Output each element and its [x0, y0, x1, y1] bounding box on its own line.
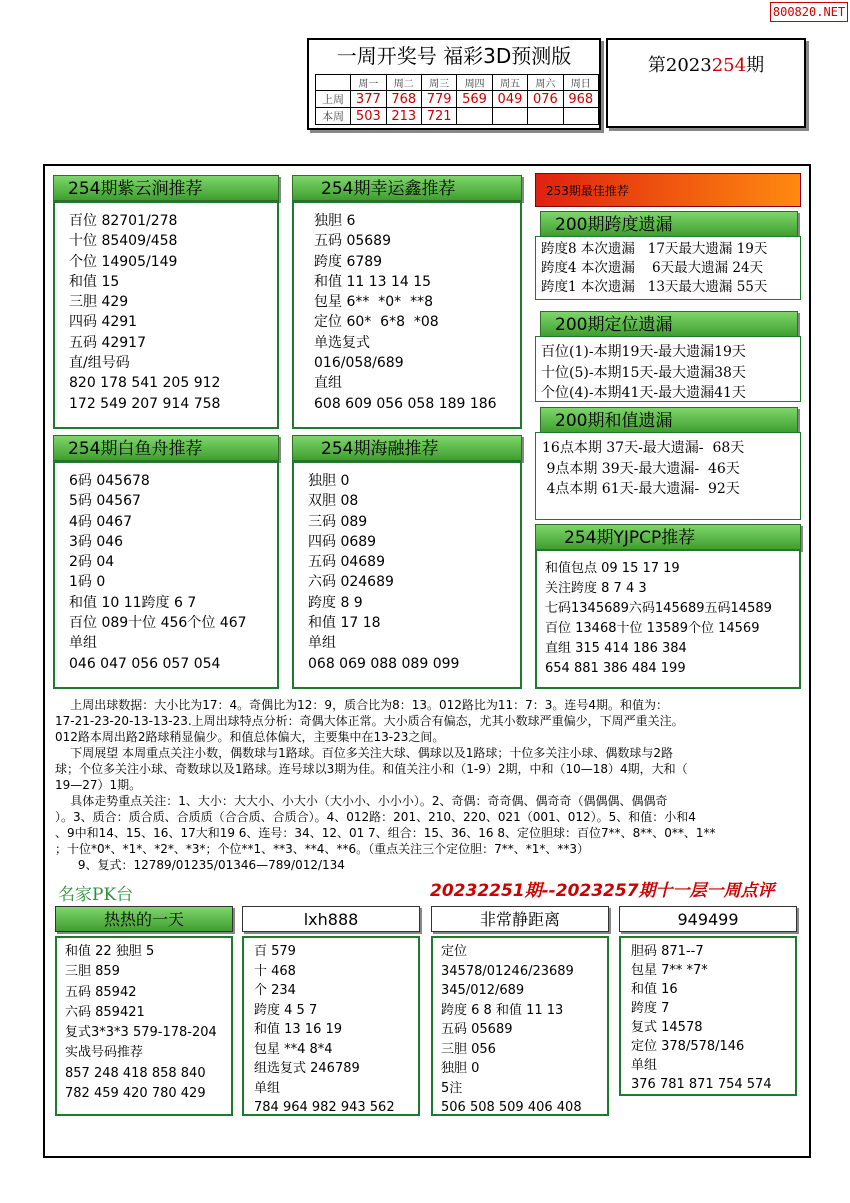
text-line: 定位	[441, 944, 468, 959]
text-line: 四码 4291	[69, 314, 138, 331]
recommend-box-zyj	[53, 201, 279, 429]
weekly-draw-panel	[307, 38, 601, 130]
box-lines	[294, 203, 520, 414]
text-line: 下周展望 本周重点关注小数，偶数球与1路球。百位多关注大球、偶球以及1路球；十位多关注小球、偶数球与2路	[55, 746, 673, 760]
draw-number: 377	[351, 91, 386, 108]
text-line: 046 047 056 057 054	[69, 655, 221, 672]
text-line: 百位 13468十位 13589个位 14569	[545, 621, 760, 636]
hz-box	[535, 432, 801, 520]
draw-number: 076	[528, 91, 563, 108]
text-line: 和值 11 13 14 15	[314, 273, 432, 290]
draw-number: 968	[563, 91, 598, 108]
draw-number: 721	[421, 108, 456, 125]
text-line: 和值 10 11跨度 6 7	[69, 594, 197, 611]
text-line: 和值 13 16 19	[254, 1022, 343, 1037]
draw-number	[563, 108, 598, 125]
expert-box	[619, 936, 797, 1096]
text-line: 复式 14578	[631, 1020, 703, 1035]
box-lines	[294, 463, 520, 674]
text-line: 百位 82701/278	[69, 213, 178, 229]
text-line: 五码 85942	[65, 984, 137, 1000]
expert-box	[55, 936, 233, 1116]
text-line: 跨度4 本次遗漏 6天最大遗漏 24天	[541, 260, 764, 276]
text-line: 4点本期 61天-最大遗漏- 92天	[542, 481, 740, 497]
text-line: 9点本期 39天-最大遗漏- 46天	[542, 460, 740, 477]
text-line: 19—27）1期。	[55, 778, 142, 792]
text-line: 十位 85409/458	[69, 233, 178, 250]
kd-title: 200期跨度遗漏	[540, 211, 798, 237]
text-line: 和值 17 18	[308, 615, 381, 632]
recommend-box-xyx	[292, 201, 522, 429]
text-line: 4码 0467	[69, 513, 132, 530]
panel-title: 一周开奖号 福彩3D预测版	[336, 44, 572, 68]
text-line: 9、复式：12789/01235/01346—789/012/134	[55, 858, 345, 872]
draw-number	[457, 108, 492, 125]
text-line: 单组	[254, 1080, 281, 1096]
text-line: 五码 05689	[314, 233, 391, 250]
text-line: 关注跨度 8 7 4 3	[545, 581, 647, 596]
expert-title: lxh888	[242, 906, 420, 932]
text-line: 三胆 429	[69, 294, 129, 311]
text-line: 17-21-23-20-13-13-23.上周出球特点分析：奇偶大体正常。大小质合有偏态，尤其小数球严重偏少，下周严重关注。	[55, 714, 684, 728]
weekly-draw-table	[315, 74, 599, 125]
text-line: 直/组号码	[69, 355, 130, 372]
text-line: 百位(1)-本期19天-最大遗漏19天	[541, 344, 746, 360]
text-line: 820 178 541 205 912	[69, 375, 221, 392]
expert-title: 949499	[619, 906, 797, 932]
text-line: 百位 089十位 456个位 467	[69, 615, 247, 632]
draw-number: 569	[457, 91, 492, 108]
text-line: 三胆 056	[441, 1041, 496, 1057]
recommend-box-hr	[292, 461, 522, 689]
text-line: 012路本周出路2路球稍显偏少。和值总体偏大，主要集中在13-23之间。	[55, 730, 445, 744]
text-line: 068 069 088 089 099	[308, 655, 460, 672]
day-header: 周三	[421, 75, 456, 91]
text-line: 和值包点 09 15 17 19	[545, 561, 680, 576]
text-line: 跨度 6789	[314, 253, 383, 270]
text-line: 跨度 6 8 和值 11 13	[441, 1002, 564, 1018]
expert-title: 热热的一天	[55, 906, 233, 932]
last-week-label: 上周	[316, 91, 351, 108]
text-line: 16点本期 37天-最大遗漏- 68天	[542, 440, 745, 456]
text-line: 具体走势重点关注：1、大小：大大小、小大小（大小小、小小小）。2、奇偶：奇奇偶、偶奇奇（偶偶偶、偶偶奇	[55, 794, 668, 808]
expert-box	[242, 936, 420, 1116]
text-line: 376 781 871 754 574	[631, 1077, 772, 1092]
text-line: 782 459 420 780 429	[65, 1086, 206, 1102]
text-line: 复式3*3*3 579-178-204	[65, 1025, 217, 1041]
recommend-box-yjpcp	[535, 549, 801, 689]
text-line: 单组	[308, 635, 336, 652]
site-watermark: 800820.NET	[770, 2, 848, 22]
draw-number: 049	[492, 91, 527, 108]
text-line: 十 468	[254, 963, 296, 979]
text-line: 包星 6** *0* **8	[314, 294, 433, 311]
box-title: 254期YJPCP推荐	[535, 524, 801, 550]
pk-title: 名家PK台	[58, 885, 134, 905]
text-line: 6码 045678	[69, 473, 150, 489]
text-line: 3码 046	[69, 533, 124, 550]
text-line: 双胆 08	[308, 493, 359, 510]
day-header: 周四	[457, 75, 492, 91]
text-line: 跨度8 本次遗漏 17天最大遗漏 19天	[541, 241, 768, 257]
text-line: 、9中和14、15、16、17大和19 6、连号：34、12、01 7、组合：15、36、16 8、定位胆球：百位7**、8**、0**、1**	[55, 826, 716, 840]
text-line: 六码 024689	[308, 574, 394, 591]
this-week-label: 本周	[316, 108, 351, 125]
box-title: 254期幸运鑫推荐	[292, 175, 522, 201]
text-line: 5注	[441, 1080, 463, 1096]
text-line: 三胆 859	[65, 964, 120, 980]
text-line: 1码 0	[69, 574, 106, 591]
recommend-box-byz	[53, 461, 279, 689]
text-line: 组选复式 246789	[254, 1061, 360, 1076]
dw-box	[535, 336, 801, 402]
text-line: 5码 04567	[69, 493, 141, 510]
period-number: 第2023254期	[606, 38, 806, 128]
box-lines	[55, 463, 277, 674]
text-line: 和值 15	[69, 273, 120, 290]
text-line: 和值 22 独胆 5	[65, 944, 155, 959]
text-line: 五码 04689	[308, 554, 385, 571]
hz-title: 200期和值遗漏	[540, 407, 798, 433]
text-line: 独胆 6	[314, 213, 356, 229]
text-line: 四码 0689	[308, 533, 377, 550]
text-line: 016/058/689	[314, 355, 404, 372]
draw-number	[528, 108, 563, 125]
kd-box	[535, 236, 801, 300]
text-line: 506 508 509 406 408	[441, 1100, 582, 1115]
text-line: 定位 378/578/146	[631, 1039, 745, 1054]
text-line: 个位 14905/149	[69, 253, 178, 270]
draw-number: 779	[421, 91, 456, 108]
text-line: 三码 089	[308, 513, 368, 530]
day-header: 周二	[386, 75, 421, 91]
day-header: 周日	[563, 75, 598, 91]
text-line: ；十位*0*、*1*、*2*、*3*；个位**1、**3、**4、**6。（重点关注三个定位胆：7**、*1*、**3）	[55, 842, 589, 856]
box-title: 254期紫云涧推荐	[53, 175, 279, 201]
text-line: 独胆 0	[441, 1061, 480, 1076]
text-line: 跨度1 本次遗漏 13天最大遗漏 55天	[541, 279, 768, 295]
analysis-text	[55, 697, 795, 873]
day-header: 周一	[351, 75, 386, 91]
text-line: 个位(4)-本期41天-最大遗漏41天	[541, 385, 746, 401]
text-line: 实战号码推荐	[65, 1045, 144, 1061]
text-line: 654 881 386 484 199	[545, 661, 686, 676]
text-line: 十位(5)-本期15天-最大遗漏38天	[541, 364, 746, 381]
day-header: 周五	[492, 75, 527, 91]
text-line: 单组	[631, 1058, 658, 1073]
text-line: 五码 05689	[441, 1022, 513, 1037]
day-header: 周六	[528, 75, 563, 91]
text-line: 34578/01246/23689	[441, 963, 574, 979]
draw-number: 768	[386, 91, 421, 108]
text-line: 直组 315 414 186 384	[545, 641, 687, 656]
text-line: 跨度 4 5 7	[254, 1002, 318, 1018]
text-line: 172 549 207 914 758	[69, 395, 221, 412]
text-line: 定位 60* 6*8 *08	[314, 314, 439, 331]
text-line: 个 234	[254, 983, 296, 998]
box-title: 254期白鱼舟推荐	[53, 435, 279, 461]
text-line: 独胆 0	[308, 473, 350, 489]
draw-number	[492, 108, 527, 125]
text-line: 345/012/689	[441, 983, 525, 998]
draw-number: 503	[351, 108, 386, 125]
pk-note: 20232251期--2023257期十一层一周点评	[430, 881, 775, 901]
text-line: 五码 42917	[69, 334, 146, 351]
box-title: 254期海融推荐	[292, 435, 522, 461]
dw-title: 200期定位遗漏	[540, 311, 798, 337]
expert-title: 非常静距离	[431, 906, 609, 932]
text-line: 六码 859421	[65, 1004, 145, 1020]
text-line: 跨度 8 9	[308, 594, 363, 611]
text-line: 包星 7** *7*	[631, 963, 708, 978]
text-line: 百 579	[254, 944, 296, 959]
text-line: 七码1345689六码145689五码14589	[545, 601, 772, 616]
text-line: 跨度 7	[631, 1001, 670, 1016]
text-line: 包星 **4 8*4	[254, 1041, 333, 1057]
text-line: 608 609 056 058 189 186	[314, 395, 497, 412]
text-line: 直组	[314, 375, 342, 392]
text-line: 784 964 982 943 562	[254, 1100, 395, 1115]
text-line: 单组	[69, 635, 97, 652]
text-line: 和值 16	[631, 982, 678, 997]
text-line: 胆码 871--7	[631, 944, 704, 959]
text-line: 上周出球数据：大小比为17：4。奇偶比为12：9，质合比为8：13。012路比为11：7：3。连号4期。和值为：	[55, 698, 669, 712]
text-line: 857 248 418 858 840	[65, 1065, 206, 1081]
text-line: 单选复式	[314, 334, 370, 351]
text-line: 2码 04	[69, 554, 115, 571]
expert-box	[431, 936, 609, 1116]
draw-number: 213	[386, 108, 421, 125]
text-line: 球；个位多关注小球、奇数球以及1路球。连号球以3期为佳。和值关注小和（1-9）2期，中和（10—18）4期，大和（	[55, 762, 688, 776]
text-line: ）。3、质合：质合质、合质质（合合质、合质合）。4、012路：201、210、220、021（001、012）。5、和值：小和4	[55, 810, 696, 824]
best-recommend-banner: 253期最佳推荐	[535, 173, 801, 207]
box-lines	[55, 203, 277, 414]
